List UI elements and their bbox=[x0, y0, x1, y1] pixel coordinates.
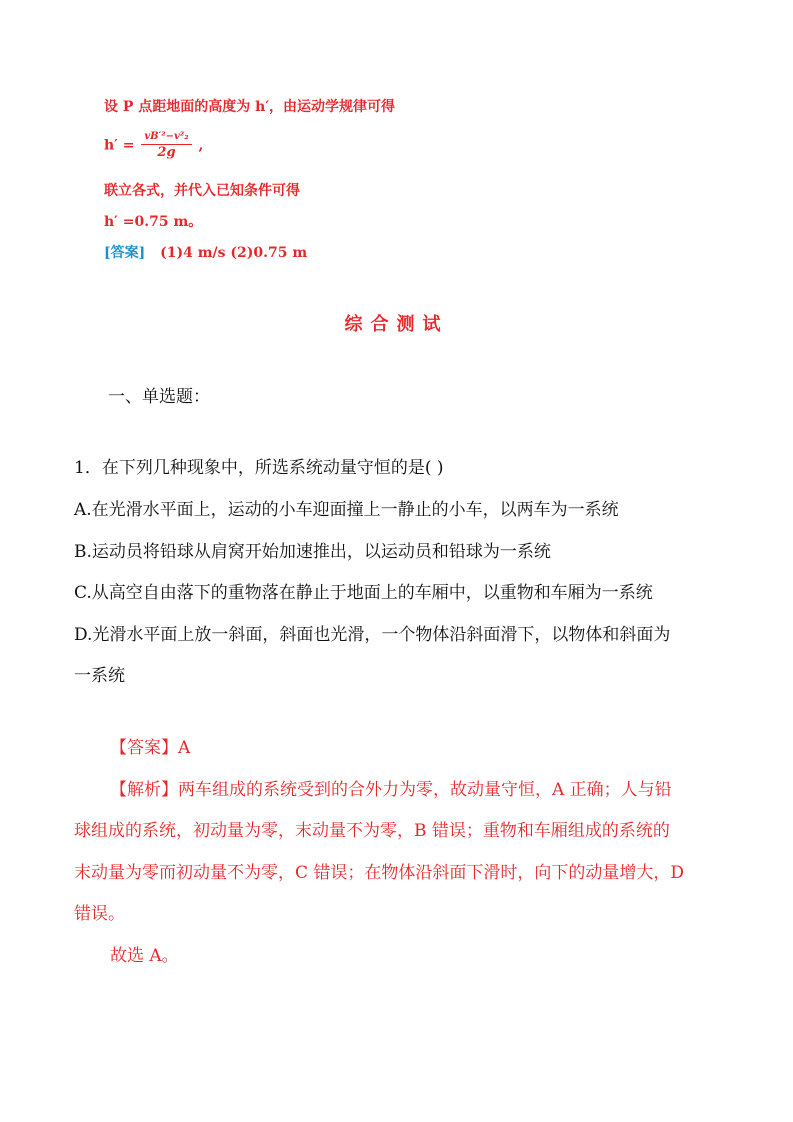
analysis-label: 【解析】 bbox=[110, 780, 178, 800]
analysis-line-1 bbox=[110, 775, 672, 800]
answer-values: (1)4 m/s (2)0.75 m bbox=[160, 245, 308, 261]
analysis-line-4: 错误。 bbox=[74, 904, 125, 924]
analysis-conclusion: 故选 A。 bbox=[110, 946, 179, 966]
option-d-continued: 一系统 bbox=[74, 666, 125, 686]
option-d: D.光滑水平面上放一斜面，斜面也光滑，一个物体沿斜面滑下，以物体和斜面为 bbox=[74, 625, 671, 645]
formula-denominator: 2g bbox=[157, 145, 176, 160]
formula-prefix: h′ = bbox=[104, 137, 135, 154]
question-stem: 1．在下列几种现象中，所选系统动量守恒的是( ) bbox=[74, 458, 444, 478]
solution-answer bbox=[104, 242, 307, 262]
answer-tag: [答案] bbox=[104, 245, 146, 261]
formula-suffix: , bbox=[198, 137, 204, 154]
solution-line-3: 联立各式，并代入已知条件可得 bbox=[104, 183, 300, 199]
formula-fraction bbox=[141, 130, 191, 161]
analysis-text-1: 两车组成的系统受到的合外力为零，故动量守恒，A 正确；人与铅 bbox=[178, 780, 672, 800]
option-a: A.在光滑水平面上，运动的小车迎面撞上一静止的小车，以两车为一系统 bbox=[74, 500, 619, 520]
solution-formula bbox=[104, 130, 203, 161]
solution-line-1: 设 P 点距地面的高度为 h′，由运动学规律可得 bbox=[104, 99, 396, 115]
formula-numerator: vB′²−v²₂ bbox=[141, 130, 191, 145]
solution-line-4: h′ =0.75 m。 bbox=[104, 214, 203, 230]
subsection-heading: 一、单选题： bbox=[108, 387, 210, 407]
answer-line bbox=[110, 733, 190, 758]
option-b: B.运动员将铅球从肩窝开始加速推出，以运动员和铅球为一系统 bbox=[74, 542, 551, 562]
option-c: C.从高空自由落下的重物落在静止于地面上的车厢中，以重物和车厢为一系统 bbox=[74, 583, 653, 603]
section-title: 综合测试 bbox=[344, 314, 449, 335]
answer-label: 【答案】 bbox=[110, 738, 178, 758]
analysis-line-2: 球组成的系统，初动量为零，末动量不为零，B 错误；重物和车厢组成的系统的 bbox=[74, 821, 670, 841]
answer-value: A bbox=[178, 738, 191, 758]
analysis-line-3: 末动量为零而初动量不为零，C 错误；在物体沿斜面下滑时，向下的动量增大，D bbox=[74, 863, 685, 883]
